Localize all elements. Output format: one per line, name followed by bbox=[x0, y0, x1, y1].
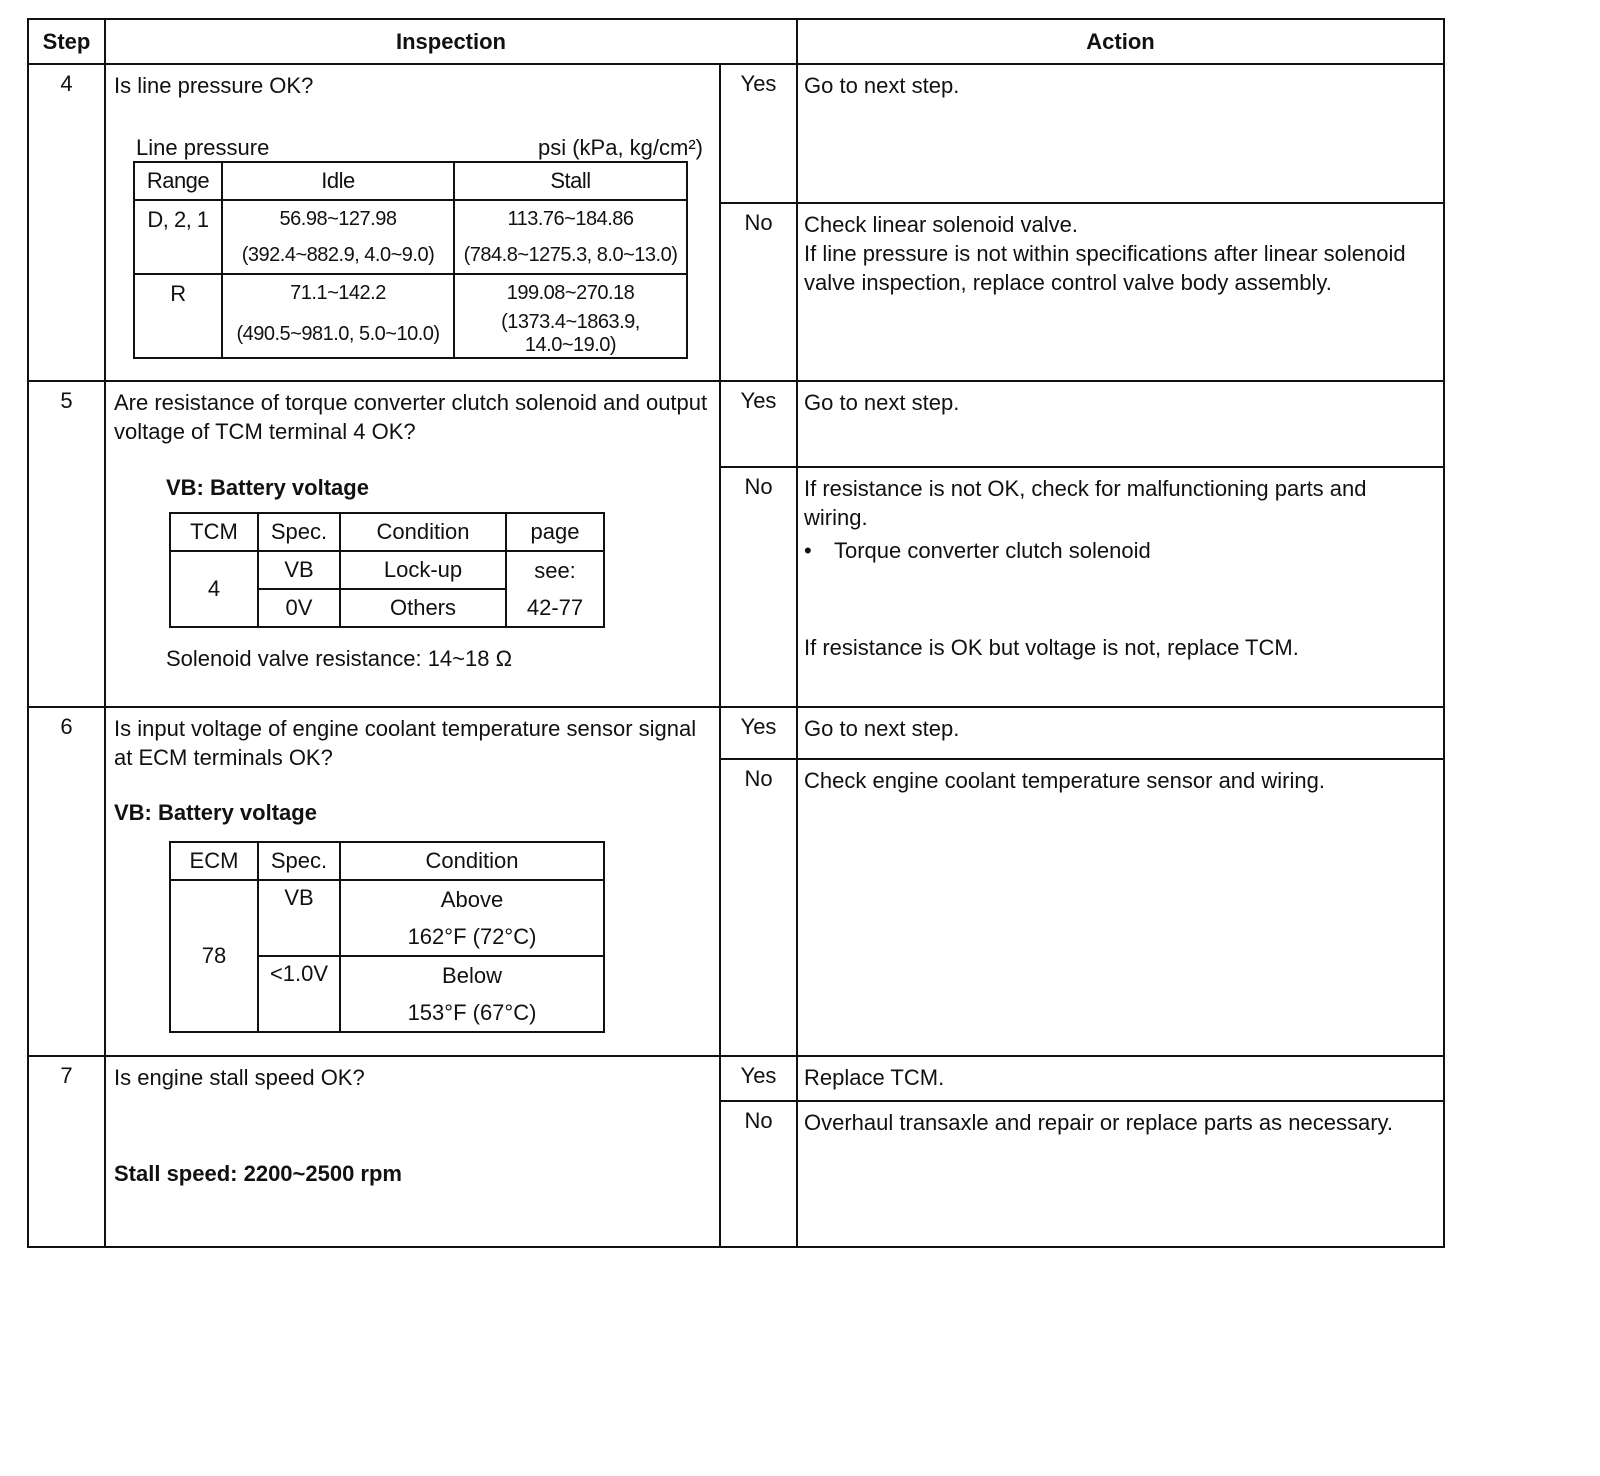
action-line: Check linear solenoid valve. bbox=[804, 212, 1078, 237]
yes-action: Go to next step. bbox=[797, 64, 1444, 203]
step-7-yes-row bbox=[28, 1056, 1444, 1101]
terminal: 78 bbox=[170, 880, 258, 1032]
note: Stall speed: 2200~2500 rpm bbox=[114, 1161, 402, 1186]
yes-label: Yes bbox=[720, 1056, 797, 1101]
no-label: No bbox=[720, 759, 797, 1056]
spec: VB bbox=[258, 551, 340, 589]
step-number: 4 bbox=[28, 64, 105, 381]
col-tcm: TCM bbox=[170, 513, 258, 551]
idle-kpa: (490.5~981.0, 5.0~10.0) bbox=[222, 311, 454, 358]
condition-line: 153°F (67°C) bbox=[407, 1000, 537, 1025]
bullet-text: Torque converter clutch solenoid bbox=[834, 538, 1151, 563]
no-action bbox=[797, 203, 1444, 381]
step-number: 5 bbox=[28, 381, 105, 707]
idle-psi: 71.1~142.2 bbox=[222, 274, 454, 311]
question: Is line pressure OK? bbox=[114, 73, 314, 98]
step-5-yes-row bbox=[28, 381, 1444, 467]
ecm-table bbox=[169, 841, 605, 1033]
stall-kpa: (1373.4~1863.9, 14.0~19.0) bbox=[454, 311, 687, 358]
question: Is engine stall speed OK? bbox=[114, 1065, 365, 1090]
col-condition: Condition bbox=[340, 513, 506, 551]
condition bbox=[340, 956, 604, 1032]
header-action: Action bbox=[797, 19, 1444, 64]
no-action: Overhaul transaxle and repair or replace parts as necessary. bbox=[797, 1101, 1444, 1247]
col-range: Range bbox=[134, 162, 222, 200]
condition-line: Above bbox=[440, 887, 504, 912]
stall-kpa: (784.8~1275.3, 8.0~13.0) bbox=[454, 237, 687, 274]
action-line: If resistance is OK but voltage is not, replace TCM. bbox=[804, 635, 1299, 660]
yes-action: Go to next step. bbox=[797, 707, 1444, 759]
header-step: Step bbox=[28, 19, 105, 64]
yes-label: Yes bbox=[720, 381, 797, 467]
idle-kpa: (392.4~882.9, 4.0~9.0) bbox=[222, 237, 454, 274]
stall-psi: 199.08~270.18 bbox=[454, 274, 687, 311]
step-6-inspection bbox=[105, 707, 720, 1056]
step-number: 6 bbox=[28, 707, 105, 1056]
condition-line: 162°F (72°C) bbox=[407, 924, 537, 949]
troubleshooting-table bbox=[27, 18, 1445, 1248]
col-condition: Condition bbox=[340, 842, 604, 880]
spec: <1.0V bbox=[258, 956, 340, 1032]
spec: VB bbox=[258, 880, 340, 956]
spec-units: psi (kPa, kg/cm²) bbox=[537, 135, 703, 160]
condition: Lock-up bbox=[340, 551, 506, 589]
range-cell: D, 2, 1 bbox=[134, 200, 222, 274]
resistance-spec: Solenoid valve resistance: 14~18 Ω bbox=[166, 646, 513, 671]
condition-line: Below bbox=[442, 963, 502, 988]
no-label: No bbox=[720, 203, 797, 381]
line-pressure-table bbox=[133, 161, 688, 359]
step-4-yes-row bbox=[28, 64, 1444, 203]
idle-psi: 56.98~127.98 bbox=[222, 200, 454, 237]
question: Are resistance of torque converter clutch solenoid and output voltage of TCM terminal 4 OK? bbox=[114, 390, 708, 444]
col-spec: Spec. bbox=[258, 842, 340, 880]
page: 42-77 bbox=[506, 589, 604, 627]
no-label: No bbox=[720, 467, 797, 707]
range-cell: R bbox=[134, 274, 222, 358]
step-number: 7 bbox=[28, 1056, 105, 1247]
note: VB: Battery voltage bbox=[166, 475, 369, 500]
header-row bbox=[28, 19, 1444, 64]
yes-label: Yes bbox=[720, 707, 797, 759]
col-ecm: ECM bbox=[170, 842, 258, 880]
step-7-inspection bbox=[105, 1056, 720, 1247]
no-action bbox=[797, 467, 1444, 707]
no-action: Check engine coolant temperature sensor and wiring. bbox=[797, 759, 1444, 1056]
action-line: If resistance is not OK, check for malfunctioning parts and wiring. bbox=[804, 476, 1367, 530]
header-inspection: Inspection bbox=[105, 19, 797, 64]
stall-psi: 113.76~184.86 bbox=[454, 200, 687, 237]
yes-label: Yes bbox=[720, 64, 797, 203]
yes-action: Go to next step. bbox=[797, 381, 1444, 467]
note: VB: Battery voltage bbox=[114, 800, 317, 825]
col-page: page bbox=[506, 513, 604, 551]
col-stall: Stall bbox=[454, 162, 687, 200]
action-line: If line pressure is not within specifications after linear solenoid valve inspection, replace control valve body assembly. bbox=[804, 241, 1406, 295]
no-label: No bbox=[720, 1101, 797, 1247]
step-4-inspection bbox=[105, 64, 720, 381]
terminal: 4 bbox=[170, 551, 258, 627]
spec: 0V bbox=[258, 589, 340, 627]
yes-action: Replace TCM. bbox=[797, 1056, 1444, 1101]
col-spec: Spec. bbox=[258, 513, 340, 551]
condition bbox=[340, 880, 604, 956]
step-6-yes-row bbox=[28, 707, 1444, 759]
condition: Others bbox=[340, 589, 506, 627]
tcm-table bbox=[169, 512, 605, 628]
step-5-inspection bbox=[105, 381, 720, 707]
page: see: bbox=[506, 551, 604, 589]
col-idle: Idle bbox=[222, 162, 454, 200]
question: Is input voltage of engine coolant temperature sensor signal at ECM terminals OK? bbox=[114, 716, 697, 770]
bullet-item: • Torque converter clutch solenoid bbox=[804, 538, 1151, 563]
spec-title: Line pressure bbox=[136, 135, 270, 160]
